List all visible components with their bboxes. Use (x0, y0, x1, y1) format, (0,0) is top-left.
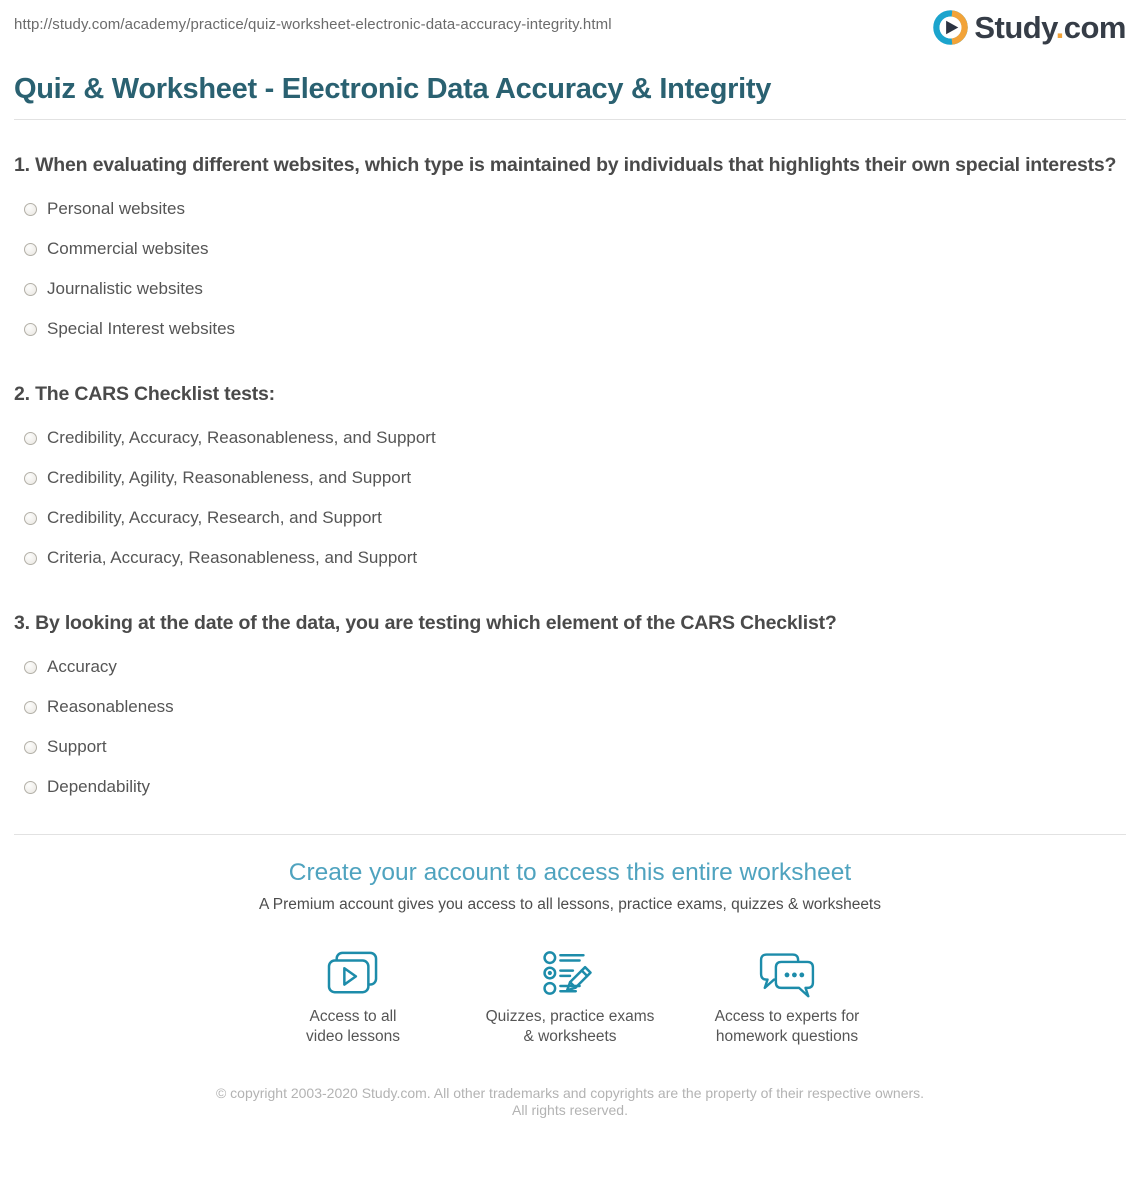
radio-button[interactable] (24, 432, 37, 445)
question-1-text: 1. When evaluating different websites, which type is maintained by individuals that highlights their own special interests? (14, 154, 1117, 176)
question-1-option-4[interactable] (14, 309, 1126, 349)
video-lessons-icon (245, 948, 462, 1000)
radio-button[interactable] (24, 243, 37, 256)
chat-experts-icon (679, 948, 896, 1000)
option-label[interactable]: Journalistic websites (47, 279, 203, 298)
option-label[interactable]: Support (47, 737, 107, 756)
feature-caption: Access to experts for homework questions (714, 1008, 860, 1045)
question-2-option-2[interactable] (14, 458, 1126, 498)
option-label[interactable]: Credibility, Accuracy, Research, and Support (47, 508, 382, 527)
create-account-link[interactable]: Create your account to access this entire worksheet (288, 859, 852, 886)
studycom-logo-text: Study.com (974, 9, 1126, 45)
quiz-worksheet-icon (462, 948, 679, 1000)
feature-quizzes-worksheets (462, 948, 679, 1047)
question-3-option-2[interactable] (14, 687, 1126, 727)
option-label[interactable]: Reasonableness (47, 697, 174, 716)
option-label[interactable]: Special Interest websites (47, 319, 236, 338)
option-label[interactable]: Criteria, Accuracy, Reasonableness, and Support (47, 548, 418, 567)
feature-homework-experts (679, 948, 896, 1047)
create-account-section (14, 858, 1126, 915)
question-3-option-4[interactable] (14, 767, 1126, 807)
question-1 (14, 151, 1126, 349)
radio-button[interactable] (24, 323, 37, 336)
question-3-text: 3. By looking at the date of the data, you are testing which element of the CARS Checklist? (14, 612, 837, 634)
question-3 (14, 609, 1126, 807)
radio-button[interactable] (24, 283, 37, 296)
radio-button[interactable] (24, 472, 37, 485)
copyright-notice: © copyright 2003-2020 Study.com. All other trademarks and copyrights are the property of their respective owners. All rights reserved. (215, 1085, 925, 1118)
feature-caption: Access to all video lessons (306, 1008, 400, 1045)
question-1-option-1[interactable] (14, 189, 1126, 229)
page-title: Quiz & Worksheet - Electronic Data Accuracy & Integrity (14, 73, 772, 105)
page-url: http://study.com/academy/practice/quiz-worksheet-electronic-data-accuracy-integrity.html (14, 16, 612, 33)
radio-button[interactable] (24, 512, 37, 525)
question-1-option-2[interactable] (14, 229, 1126, 269)
feature-video-lessons (245, 948, 462, 1047)
question-1-options (14, 189, 1126, 349)
radio-button[interactable] (24, 203, 37, 216)
radio-button[interactable] (24, 552, 37, 565)
question-2-option-1[interactable] (14, 418, 1126, 458)
section-divider (14, 834, 1126, 835)
question-2 (14, 380, 1126, 578)
features-row (14, 948, 1126, 1047)
radio-button[interactable] (24, 661, 37, 674)
question-3-option-3[interactable] (14, 727, 1126, 767)
question-1-option-3[interactable] (14, 269, 1126, 309)
question-2-option-4[interactable] (14, 538, 1126, 578)
option-label[interactable]: Credibility, Agility, Reasonableness, and Support (47, 468, 412, 487)
question-3-options (14, 647, 1126, 807)
page-header (0, 0, 1140, 58)
title-divider (14, 119, 1126, 120)
option-label[interactable]: Personal websites (47, 199, 185, 218)
question-2-text: 2. The CARS Checklist tests: (14, 383, 275, 405)
option-label[interactable]: Dependability (47, 777, 151, 796)
option-label[interactable]: Accuracy (47, 657, 117, 676)
question-2-options (14, 418, 1126, 578)
radio-button[interactable] (24, 701, 37, 714)
option-label[interactable]: Commercial websites (47, 239, 209, 258)
studycom-logo[interactable] (933, 10, 1126, 45)
studycom-play-icon (933, 10, 968, 45)
feature-caption: Quizzes, practice exams & worksheets (485, 1008, 655, 1045)
question-3-option-1[interactable] (14, 647, 1126, 687)
premium-subheading: A Premium account gives you access to all lessons, practice exams, quizzes & worksheets (259, 896, 881, 913)
radio-button[interactable] (24, 781, 37, 794)
radio-button[interactable] (24, 741, 37, 754)
question-2-option-3[interactable] (14, 498, 1126, 538)
option-label[interactable]: Credibility, Accuracy, Reasonableness, and Support (47, 428, 436, 447)
